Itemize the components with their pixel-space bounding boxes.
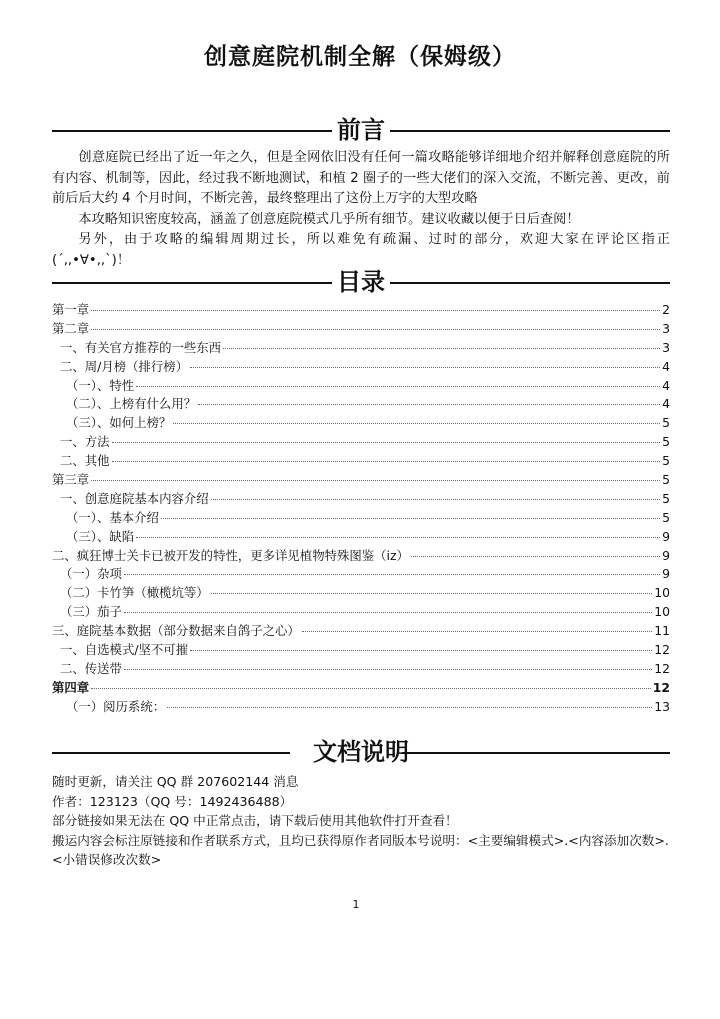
preface-heading-label: 前言 bbox=[337, 116, 385, 144]
toc-entry-title: （一）、特性 bbox=[66, 377, 135, 393]
toc-entry-title: （一）杂项 bbox=[60, 566, 122, 582]
toc-leader bbox=[124, 669, 652, 670]
toc-entry[interactable] bbox=[52, 660, 670, 679]
toc-entry-page: 4 bbox=[662, 377, 670, 393]
toc-entry-page: 2 bbox=[662, 302, 670, 317]
toc-entry-title: （一）阅历系统： bbox=[66, 698, 166, 714]
toc-leader bbox=[124, 574, 660, 575]
toc-leader bbox=[211, 499, 660, 500]
toc-leader bbox=[167, 707, 652, 708]
document-notes bbox=[52, 772, 670, 870]
toc-entry-title: 第三章 bbox=[52, 472, 90, 488]
toc-entry-title: 一、有关官方推荐的一些东西 bbox=[60, 339, 222, 355]
toc-entry[interactable] bbox=[52, 395, 670, 414]
toc-entry[interactable] bbox=[52, 584, 670, 603]
toc-entry[interactable] bbox=[52, 547, 670, 566]
toc-entry-title: 第二章 bbox=[52, 320, 90, 336]
notes-line: 作者：123123（QQ 号：1492436488） bbox=[52, 793, 293, 809]
toc-entry-page: 4 bbox=[662, 358, 670, 374]
toc-entry-chapter-3[interactable] bbox=[52, 471, 670, 490]
notes-line: 搬运内容会标注原链接和作者联系方式，且均已获得原作者同版本号说明：<主要编辑模式>.<内容添加次数>.<小错误修改次数> bbox=[52, 832, 669, 867]
toc-leader bbox=[302, 631, 652, 632]
toc-entry-page: 3 bbox=[662, 339, 670, 355]
toc-entry-page: 10 bbox=[654, 585, 670, 601]
toc-entry-title: 二、其他 bbox=[60, 453, 110, 469]
toc-leader bbox=[190, 650, 652, 651]
toc-entry-title: （二）卡竹笋（橄榄坑等） bbox=[60, 585, 209, 601]
toc-leader bbox=[190, 367, 660, 368]
toc-entry-page: 3 bbox=[662, 320, 670, 336]
toc-entry-page: 5 bbox=[662, 490, 670, 506]
toc-entry-title: 一、创意庭院基本内容介绍 bbox=[60, 490, 209, 506]
toc-entry-page: 5 bbox=[662, 415, 670, 431]
preface-paragraph: 创意庭院已经出了近一年之久，但是全网依旧没有任何一篇攻略能够详细地介绍并解释创意庭院的所有内容、机制等，因此，经过我不断地测试，和植 2 圈子的一些大佬们的深入交流，不断完善、更改，前前后后大约 4 个月时间，不断完善，最终整理出了这份上万字的大型攻略 bbox=[52, 150, 670, 206]
toc-leader bbox=[161, 518, 660, 519]
toc-entry[interactable] bbox=[52, 377, 670, 396]
toc-entry-page: 5 bbox=[662, 434, 670, 450]
toc-entry-chapter-4[interactable] bbox=[52, 679, 670, 698]
toc-entry-page: 4 bbox=[662, 396, 670, 412]
toc-leader bbox=[91, 480, 660, 481]
toc-heading-label: 目录 bbox=[337, 268, 385, 296]
toc-entry[interactable] bbox=[52, 339, 670, 358]
toc-entry-page: 12 bbox=[652, 679, 670, 695]
toc-entry-title: （一）、基本介绍 bbox=[66, 509, 159, 525]
toc-entry-title: 三、庭院基本数据（部分数据来自鸽子之心） bbox=[52, 623, 300, 639]
toc-leader bbox=[112, 461, 661, 462]
preface-body bbox=[52, 148, 670, 271]
table-of-contents bbox=[52, 301, 670, 717]
toc-entry-title: （三）、缺陷 bbox=[66, 528, 135, 544]
document-title: 创意庭院机制全解（保姆级） bbox=[204, 44, 516, 70]
toc-entry-title: 第一章 bbox=[52, 302, 90, 317]
toc-entry-page: 12 bbox=[654, 642, 670, 658]
toc-leader bbox=[211, 593, 653, 594]
toc-leader bbox=[173, 423, 660, 424]
toc-entry-title: （三）茄子 bbox=[60, 604, 122, 620]
toc-entry[interactable] bbox=[52, 452, 670, 471]
toc-entry[interactable] bbox=[52, 528, 670, 547]
toc-entry-page: 5 bbox=[662, 453, 670, 469]
toc-entry-title: （二）、上榜有什么用？ bbox=[66, 396, 197, 412]
toc-leader bbox=[136, 386, 660, 387]
toc-entry-page: 10 bbox=[654, 604, 670, 620]
toc-entry-page: 5 bbox=[662, 509, 670, 525]
toc-entry-title: 第四章 bbox=[52, 679, 90, 695]
toc-entry-title: 二、疯狂博士关卡已被开发的特性，更多详见植物特殊图鉴（iz） bbox=[52, 547, 409, 563]
toc-heading bbox=[52, 266, 670, 300]
preface-paragraph: 本攻略知识密度较高，涵盖了创意庭院模式几乎所有细节。建议收藏以便于日后查阅！ bbox=[78, 211, 580, 227]
toc-entry-page: 9 bbox=[662, 566, 670, 582]
toc-entry[interactable] bbox=[52, 433, 670, 452]
toc-entry-chapter-1[interactable] bbox=[52, 301, 670, 320]
notes-line: 部分链接如果无法在 QQ 中正常点击，请下载后使用其他软件打开查看！ bbox=[52, 813, 458, 828]
toc-leader bbox=[223, 348, 660, 349]
notes-heading-label: 文档说明 bbox=[313, 738, 409, 766]
notes-line: 随时更新，请关注 QQ 群 207602144 消息 bbox=[52, 774, 299, 789]
notes-heading bbox=[52, 736, 670, 770]
toc-entry-page: 9 bbox=[662, 547, 670, 563]
toc-entry-page: 12 bbox=[654, 660, 670, 676]
toc-entry-page: 11 bbox=[654, 623, 670, 639]
toc-leader bbox=[411, 556, 660, 557]
toc-leader bbox=[91, 688, 651, 689]
toc-leader bbox=[136, 537, 660, 538]
toc-entry[interactable] bbox=[52, 603, 670, 622]
toc-leader bbox=[124, 612, 652, 613]
toc-leader bbox=[112, 442, 661, 443]
toc-entry[interactable] bbox=[52, 509, 670, 528]
toc-entry[interactable] bbox=[52, 641, 670, 660]
toc-entry[interactable] bbox=[52, 622, 670, 641]
toc-entry-title: 一、自选模式/坚不可摧 bbox=[60, 642, 189, 658]
toc-leader bbox=[198, 404, 660, 405]
toc-entry-title: 二、周/月榜（排行榜） bbox=[60, 358, 189, 374]
toc-entry[interactable] bbox=[52, 490, 670, 509]
toc-entry-chapter-2[interactable] bbox=[52, 320, 670, 339]
toc-entry[interactable] bbox=[52, 698, 670, 717]
page-number: 1 bbox=[352, 898, 360, 911]
preface-paragraph: 另外，由于攻略的编辑周期过长，所以难免有疏漏、过时的部分，欢迎大家在评论区指正(´,,•∀•,,`)！ bbox=[52, 232, 670, 268]
toc-entry[interactable] bbox=[52, 565, 670, 584]
toc-entry-title: 二、传送带 bbox=[60, 660, 122, 676]
toc-entry[interactable] bbox=[52, 414, 670, 433]
toc-entry-page: 5 bbox=[662, 472, 670, 488]
toc-entry-title: （三）、如何上榜？ bbox=[66, 415, 172, 431]
toc-leader bbox=[91, 310, 660, 311]
toc-entry-title: 一、方法 bbox=[60, 434, 110, 450]
toc-entry-page: 13 bbox=[654, 698, 670, 714]
toc-entry-page: 9 bbox=[662, 528, 670, 544]
toc-leader bbox=[91, 329, 660, 330]
preface-heading bbox=[52, 114, 670, 148]
toc-entry[interactable] bbox=[52, 358, 670, 377]
